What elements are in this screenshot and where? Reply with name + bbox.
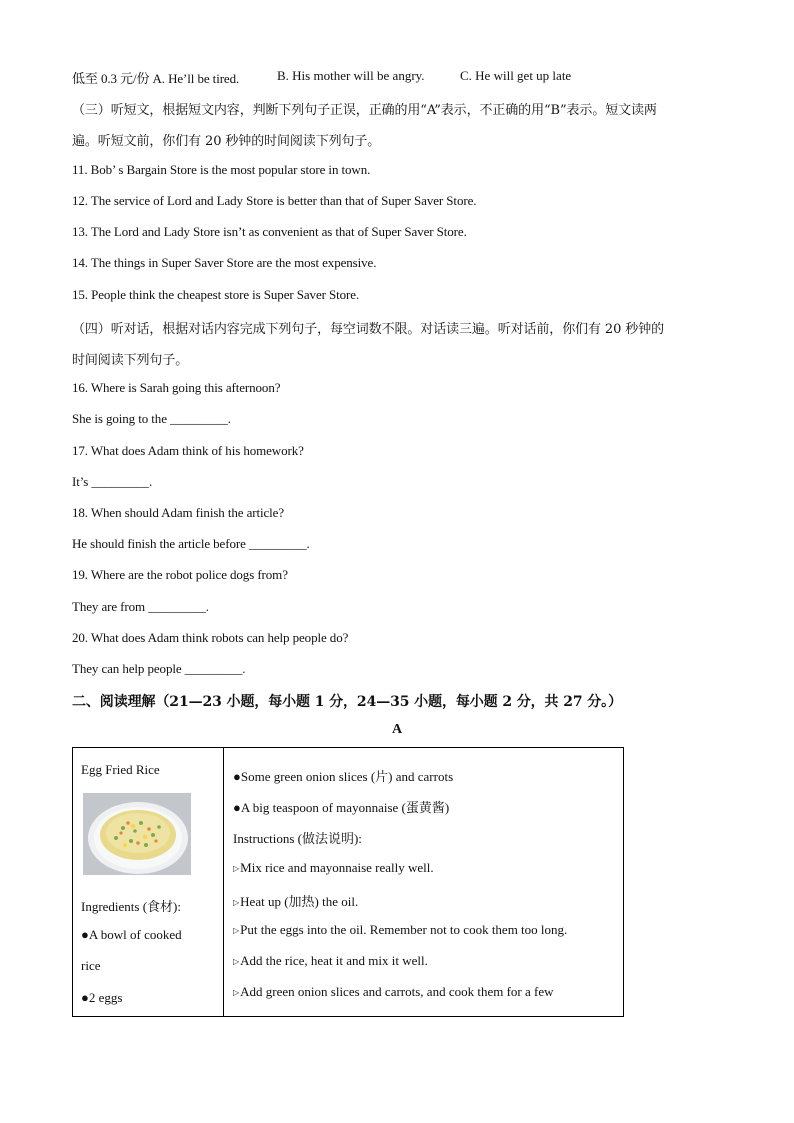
recipe-table <box>72 747 624 1017</box>
section4-instruction-2: 时间阅读下列句子。 <box>72 353 189 368</box>
bullet-icon: ● <box>81 990 89 1005</box>
triangle-marker-icon: ▷ <box>233 926 240 935</box>
answer-20: They can help people _________. <box>72 661 246 676</box>
section4-instruction-1: （四）听对话，根据对话内容完成下列句子，每空词数不限。对话读三遍。听对话前，你们有 20 秒钟的 <box>72 322 665 337</box>
step-5: ▷Add green onion slices and carrots, and cook them for a few <box>233 984 554 999</box>
recipe-title: Egg Fried Rice <box>81 762 160 777</box>
step-4: ▷Add the rice, heat it and mix it well. <box>233 953 428 968</box>
option-b: B. His mother will be angry. <box>277 68 425 83</box>
column-divider <box>223 748 224 1016</box>
step-3: ▷Put the eggs into the oil. Remember not to cook them too long. <box>233 922 568 937</box>
option-c: C. He will get up late <box>460 68 572 83</box>
header-options-line <box>72 68 239 87</box>
section3-instruction-2: 遍。听短文前，你们有 20 秒钟的时间阅读下列句子。 <box>72 134 381 149</box>
item-11: 11. Bob’ s Bargain Store is the most popular store in town. <box>72 162 371 177</box>
triangle-marker-icon: ▷ <box>233 864 240 873</box>
passage-label: A <box>391 722 403 737</box>
question-20: 20. What does Adam think robots can help people do? <box>72 630 349 645</box>
step-1: ▷Mix rice and mayonnaise really well. <box>233 860 434 875</box>
triangle-marker-icon: ▷ <box>233 957 240 966</box>
question-18: 18. When should Adam finish the article? <box>72 505 285 520</box>
ingredient-eggs: ●2 eggs <box>81 990 123 1005</box>
answer-19: They are from _________. <box>72 599 209 614</box>
triangle-marker-icon: ▷ <box>233 898 240 907</box>
instructions-label: Instructions (做法说明): <box>233 831 362 846</box>
answer-16: She is going to the _________. <box>72 411 231 426</box>
step-2: ▷Heat up (加热) the oil. <box>233 894 359 909</box>
reading-heading: 二、阅读理解（21—23 小题，每小题 1 分，24—35 小题，每小题 2 分，共 27 分。） <box>72 694 622 710</box>
question-19: 19. Where are the robot police dogs from? <box>72 567 288 582</box>
item-14: 14. The things in Super Saver Store are the most expensive. <box>72 255 377 270</box>
ingredient-onion-carrots: ●Some green onion slices (片) and carrots <box>233 769 454 784</box>
item-15: 15. People think the cheapest store is Super Saver Store. <box>72 287 360 302</box>
header-prefix: 低至 0.3 元/份 A. He’ll be tired. <box>72 71 240 86</box>
bullet-icon: ● <box>233 769 241 784</box>
answer-18: He should finish the article before _________. <box>72 536 310 551</box>
item-12: 12. The service of Lord and Lady Store is better than that of Super Saver Store. <box>72 193 477 208</box>
ingredient-mayonnaise: ●A big teaspoon of mayonnaise (蛋黄酱) <box>233 800 450 815</box>
egg-fried-rice-photo <box>83 793 191 875</box>
question-16: 16. Where is Sarah going this afternoon? <box>72 380 281 395</box>
answer-17: It’s _________. <box>72 474 153 489</box>
item-13: 13. The Lord and Lady Store isn’t as convenient as that of Super Saver Store. <box>72 224 467 239</box>
rice-plate-image <box>83 793 191 875</box>
triangle-marker-icon: ▷ <box>233 988 240 997</box>
bullet-icon: ● <box>81 927 89 942</box>
bullet-icon: ● <box>233 800 241 815</box>
section3-instruction-1: （三）听短文，根据短文内容，判断下列句子正误，正确的用“A”表示，不正确的用“B”表示。短文读两 <box>72 103 657 118</box>
question-17: 17. What does Adam think of his homework? <box>72 443 304 458</box>
ingredients-label: Ingredients (食材): <box>81 899 182 914</box>
ingredient-rice-continued: rice <box>81 958 101 973</box>
ingredient-rice: ●A bowl of cooked <box>81 927 182 942</box>
